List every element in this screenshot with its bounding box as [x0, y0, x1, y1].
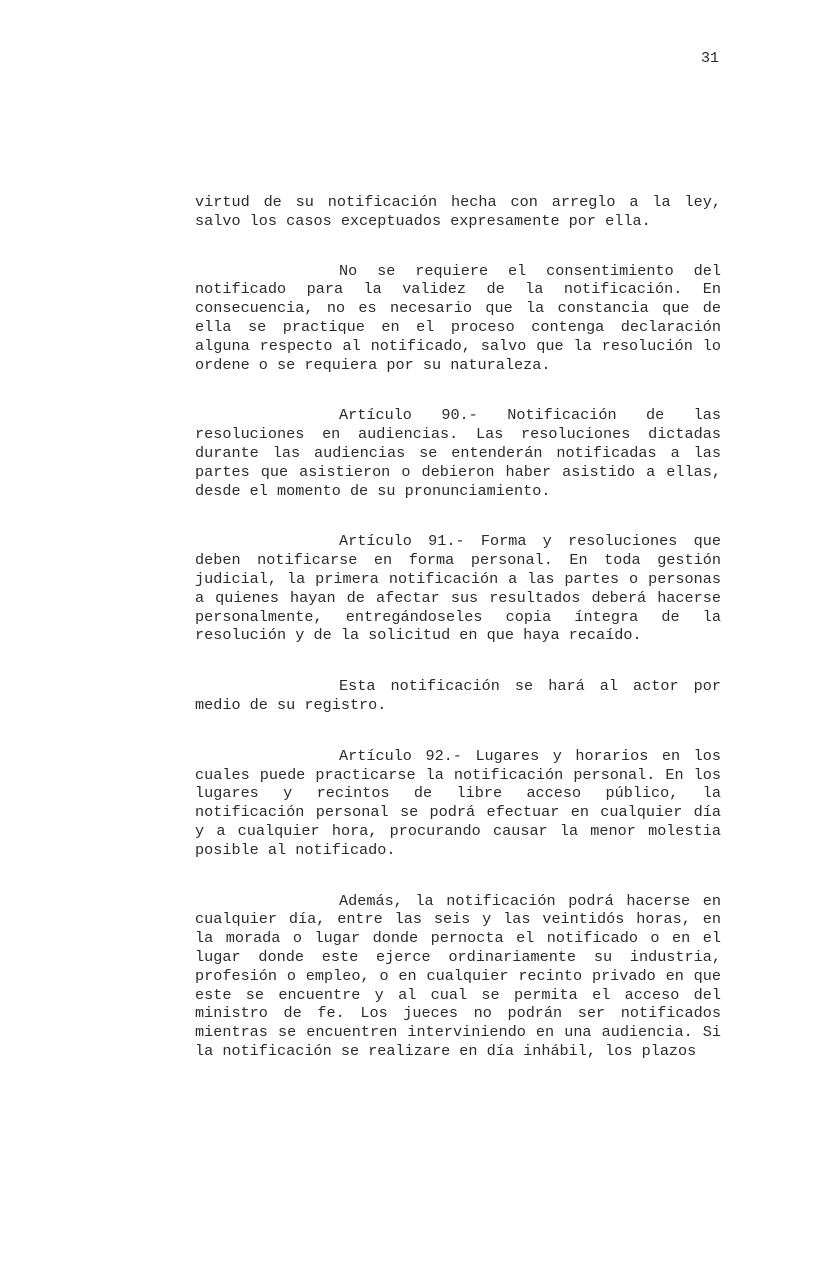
paragraph-articulo-92: Artículo 92.- Lugares y horarios en los cuales puede practicarse la notificación personal. En los lugares y recintos de libre acceso público, la notificación personal se podrá efectuar en cualquier día y a cualquier hora, procurando causar la menor molestia posible al notificado.	[195, 746, 721, 859]
paragraph-actor-registro: Esta notificación se hará al actor por medio de su registro.	[195, 677, 721, 714]
paragraph-continuation: virtud de su notificación hecha con arreglo a la ley, salvo los casos exceptuados expresamente por ella.	[195, 193, 721, 230]
paragraph-horarios: Además, la notificación podrá hacerse en cualquier día, entre las seis y las veintidós horas, en la morada o lugar donde pernocta el notificado o en el lugar donde este ejerce ordinariamente su industria, profesión o empleo, o en cualquier recinto privado en que este se encuentre y al cual se permita el acceso del ministro de fe. Los jueces no podrán ser notificados mientras se encuentren interviniendo en una audiencia. Si la notificación se realizare en día inhábil, los plazos	[195, 891, 721, 1060]
page-number: 31	[701, 50, 720, 67]
paragraph-consentimiento: No se requiere el consentimiento del notificado para la validez de la notificación. En consecuencia, no es necesario que la constancia que de ella se practique en el proceso contenga declaración alguna respecto al notificado, salvo que la resolución lo ordene o se requiera por su naturaleza.	[195, 261, 721, 374]
paragraph-articulo-90: Artículo 90.- Notificación de las resoluciones en audiencias. Las resoluciones dictadas durante las audiencias se entenderán notificadas a las partes que asistieron o debieron haber asistido a ellas, desde el momento de su pronunciamiento.	[195, 406, 721, 500]
body-text	[195, 193, 721, 1093]
paragraph-articulo-91: Artículo 91.- Forma y resoluciones que deben notificarse en forma personal. En toda gestión judicial, la primera notificación a las partes o personas a quienes hayan de afectar sus resultados deberá hacerse personalmente, entregándoseles copia íntegra de la resolución y de la solicitud en que haya recaído.	[195, 532, 721, 645]
